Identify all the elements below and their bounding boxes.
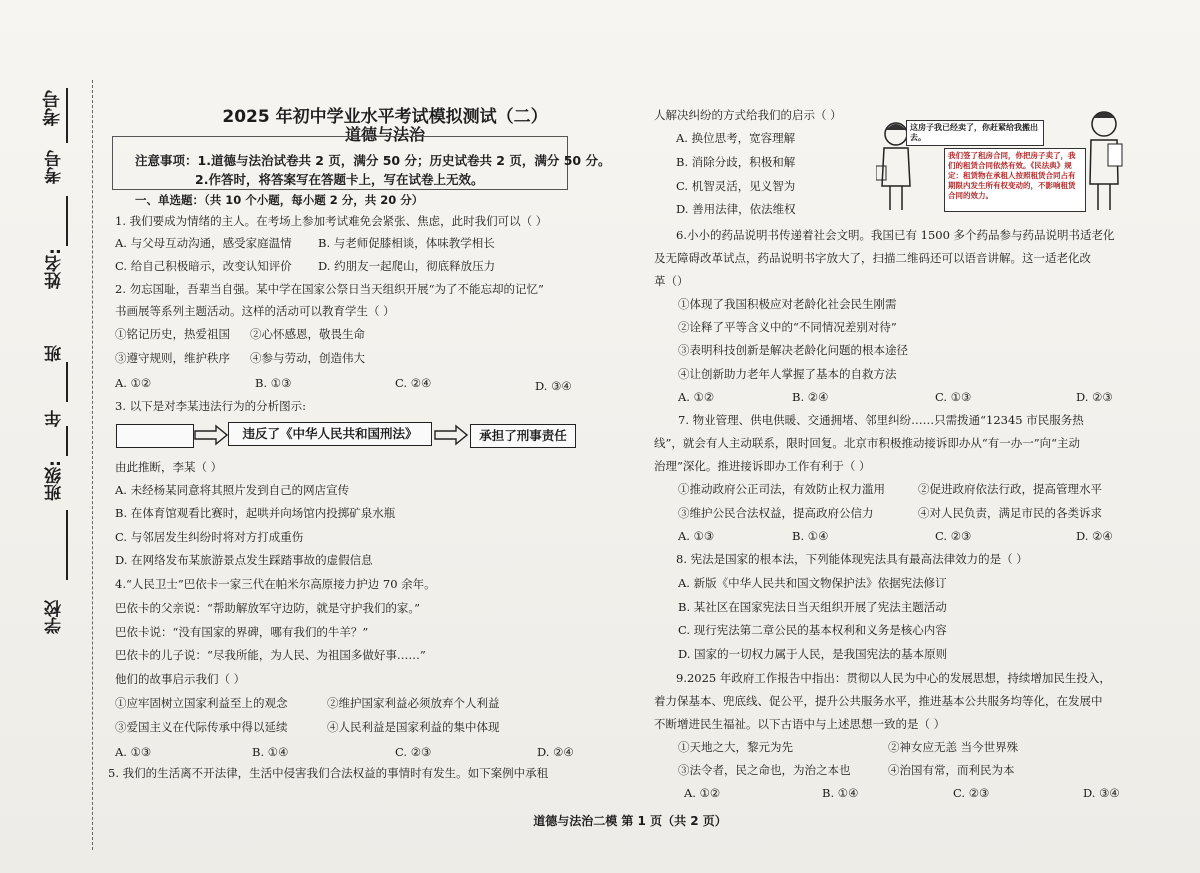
q4-quote-3: 巴依卡的儿子说：“尽我所能，为人民、为祖国多做好事……” [115, 648, 426, 662]
q5-cartoon [876, 108, 1126, 213]
q6-stem-1: 6.小小的药品说明书传递着社会文明。我国已有 1500 多个药品参与药品说明书适老化 [676, 228, 1115, 242]
grade-label: 年 [45, 410, 65, 427]
q5-option-b: B. 消除分歧，积极和解 [676, 155, 796, 169]
class-line [66, 510, 68, 580]
q1-option-b: B. 与老师促膝相谈，体味教学相长 [318, 236, 495, 250]
q3-blank-box [116, 424, 194, 448]
q5-option-a: A. 换位思考，宽容理解 [676, 131, 796, 145]
name-label: 姓名: [45, 248, 65, 289]
q2-choice-a: A. ①② [115, 376, 152, 390]
q5-stem-cont: 人解决纠纷的方式给我们的启示（ ） [654, 108, 842, 122]
q4-item-2: ②维护国家利益必须放弃个人利益 [327, 696, 500, 710]
q7-item-3: ③维护公民合法权益，提高政府公信力 [678, 506, 874, 520]
school-label: 学校 [45, 600, 65, 634]
q7-choice-a: A. ①③ [678, 529, 715, 543]
q1-stem: 1. 我们要成为情绪的主人。在考场上参加考试难免会紧张、焦虑，此时我们可以（ ） [115, 214, 548, 228]
q6-item-4: ④让创新助力老年人掌握了基本的自救方法 [678, 367, 897, 381]
q2-item-4: ④参与劳动，创造伟大 [250, 351, 365, 365]
q2-stem-1: 2. 勿忘国耻，吾辈当自强。某中学在国家公祭日当天组织开展“为了不能忘却的记忆” [115, 282, 544, 296]
q4-stem: 4.“人民卫士”巴依卡一家三代在帕米尔高原接力护边 70 余年。 [115, 577, 436, 591]
section-heading: 一、单选题：（共 10 个小题，每小题 2 分，共 20 分） [135, 193, 424, 207]
q8-stem: 8. 宪法是国家的根本法，下列能体现宪法具有最高法律效力的是（ ） [676, 552, 1028, 566]
exam-no-line [66, 88, 68, 143]
q1-option-c: C. 给自己积极暗示，改变认知评价 [115, 259, 292, 273]
q6-choice-a: A. ①② [678, 390, 715, 404]
q7-choice-d: D. ②④ [1076, 529, 1113, 543]
arrow-icon [194, 424, 228, 446]
q6-item-2: ②诠释了平等含义中的“不同情况差别对待” [678, 320, 897, 334]
exam-no-label: 考号 [45, 150, 65, 184]
q7-item-2: ②促进政府依法行政，提高管理水平 [918, 482, 1102, 496]
q2-choice-d: D. ③④ [535, 379, 572, 393]
q4-choice-d: D. ②④ [537, 745, 574, 759]
q3-liability-box: 承担了刑事责任 [470, 424, 576, 448]
q6-stem-2: 及无障碍改革试点，药品说明书字放大了，扫描二维码还可以语音讲解。这一适老化改 [654, 251, 1091, 265]
q3-option-d: D. 在网络发布某旅游景点发生踩踏事故的虚假信息 [115, 553, 373, 567]
notice-line-2: 2.作答时，将答案写在答题卡上，写在试卷上无效。 [195, 172, 484, 187]
q8-option-c: C. 现行宪法第二章公民的基本权利和义务是核心内容 [678, 623, 947, 637]
q9-choice-d: D. ③④ [1083, 786, 1120, 800]
q2-item-1: ①铭记历史，热爱祖国 [115, 327, 230, 341]
q7-stem-1: 7. 物业管理、供电供暖、交通拥堵、邻里纠纷……只需拨通“12345 市民服务热 [678, 413, 1084, 427]
q8-option-d: D. 国家的一切权力属于人民，是我国宪法的基本原则 [678, 647, 948, 661]
q1-option-d: D. 约朋友一起爬山，彻底释放压力 [318, 259, 496, 273]
q4-quote-1: 巴依卡的父亲说：“帮助解放军守边防，就是守护我们的家。” [115, 601, 421, 615]
q7-choice-c: C. ②③ [935, 529, 972, 543]
q7-item-1: ①推动政府公正司法，有效防止权力滥用 [678, 482, 885, 496]
landlord-speech: 这房子我已经卖了，你赶紧给我搬出去。 [906, 120, 1044, 146]
q2-choice-b: B. ①③ [255, 376, 292, 390]
q6-stem-3: 革（） [654, 274, 689, 288]
page-footer: 道德与法治二模 第 1 页（共 2 页） [533, 814, 727, 828]
q2-choice-c: C. ②④ [395, 376, 432, 390]
grade-line [66, 426, 68, 456]
q2-stem-2: 书画展等系列主题活动。这样的活动可以教育学生（ ） [115, 304, 395, 318]
exam-no-label: 考号 [42, 90, 63, 126]
ban-label: 班 [45, 345, 65, 362]
q4-choice-c: C. ②③ [395, 745, 432, 759]
q8-option-a: A. 新版《中华人民共和国文物保护法》依据宪法修订 [678, 576, 947, 590]
exam-title: 2025 年初中学业水平考试模拟测试（二） [222, 107, 548, 127]
q6-choice-c: C. ①③ [935, 390, 972, 404]
q2-item-3: ③遵守规则，维护秩序 [115, 351, 230, 365]
q7-stem-3: 治理”深化。推进接诉即办工作有利于（ ） [654, 459, 871, 473]
q9-item-1: ①天地之大，黎元为先 [678, 740, 793, 754]
q9-item-2: ②神女应无恙 当今世界殊 [888, 740, 1019, 754]
q1-option-a: A. 与父母互动沟通，感受家庭温情 [115, 236, 292, 250]
q8-option-b: B. 某社区在国家宪法日当天组织开展了宪法主题活动 [678, 600, 947, 614]
name-line [66, 196, 68, 246]
tenant-speech: 我们签了租房合同，你把房子卖了，我们的租赁合同依然有效。《民法典》规定：租赁物在承租人按照租赁合同占有期限内发生所有权变动的，不影响租赁合同的效力。 [944, 148, 1086, 212]
q4-question: 他们的故事启示我们（ ） [115, 672, 246, 686]
seal-line [92, 80, 93, 850]
q7-item-4: ④对人民负责，满足市民的各类诉求 [918, 506, 1102, 520]
q9-stem-1: 9.2025 年政府工作报告中指出：贯彻以人民为中心的发展思想，持续增加民生投入， [676, 671, 1111, 685]
q9-choice-c: C. ②③ [953, 786, 990, 800]
q9-stem-3: 不断增进民生福祉。以下古语中与上述思想一致的是（ ） [654, 717, 946, 731]
q4-quote-2: 巴依卡说：“没有国家的界碑，哪有我们的牛羊？” [115, 625, 369, 639]
q4-choice-a: A. ①③ [115, 745, 152, 759]
q5-stem: 5. 我们的生活离不开法律，生活中侵害我们合法权益的事情时有发生。如下案例中承租 [108, 766, 549, 780]
q3-option-a: A. 未经杨某同意将其照片发到自己的网店宣传 [115, 483, 350, 497]
q6-item-1: ①体现了我国积极应对老龄化社会民生刚需 [678, 297, 897, 311]
q9-item-3: ③法令者，民之命也，为治之本也 [678, 763, 851, 777]
q3-option-c: C. 与邻居发生纠纷时将对方打成重伤 [115, 530, 304, 544]
q3-option-b: B. 在体育馆观看比赛时，起哄并向场馆内投掷矿泉水瓶 [115, 506, 396, 520]
q4-choice-b: B. ①④ [252, 745, 289, 759]
q4-item-3: ③爱国主义在代际传承中得以延续 [115, 720, 288, 734]
q4-item-1: ①应牢固树立国家利益至上的观念 [115, 696, 288, 710]
q5-option-d: D. 善用法律，依法维权 [676, 202, 796, 216]
q3-stem: 3. 以下是对李某违法行为的分析图示: [115, 399, 307, 413]
q4-item-4: ④人民利益是国家利益的集中体现 [327, 720, 500, 734]
tenant-figure-icon [1084, 108, 1126, 213]
q9-choice-a: A. ①② [684, 786, 721, 800]
q6-item-3: ③表明科技创新是解决老龄化问题的根本途径 [678, 343, 908, 357]
exam-subject: 道德与法治 [344, 125, 425, 144]
q9-stem-2: 着力保基本、兜底线、促公平，提升公共服务水平，推进基本公共服务均等化，在发展中 [654, 694, 1103, 708]
q9-choice-b: B. ①④ [822, 786, 859, 800]
ban-line [66, 362, 68, 402]
q2-item-2: ②心怀感恩，敬畏生命 [250, 327, 365, 341]
q3-question: 由此推断，李某（ ） [115, 460, 223, 474]
q5-option-c: C. 机智灵活，见义智为 [676, 179, 796, 193]
class-label: 班级: [45, 460, 65, 501]
q7-choice-b: B. ①④ [792, 529, 829, 543]
arrow-icon [434, 424, 468, 446]
q6-choice-d: D. ②③ [1076, 390, 1113, 404]
q3-law-box: 违反了《中华人民共和国刑法》 [228, 422, 432, 446]
q6-choice-b: B. ②④ [792, 390, 829, 404]
q9-item-4: ④治国有常，而利民为本 [888, 763, 1015, 777]
q7-stem-2: 线”，就会有人主动联系，限时回复。北京市积极推动接诉即办从“有一办一”向“主动 [654, 436, 1081, 450]
notice-line-1: 注意事项：1.道德与法治试卷共 2 页，满分 50 分；历史试卷共 2 页，满分 50 分。 [135, 153, 611, 168]
